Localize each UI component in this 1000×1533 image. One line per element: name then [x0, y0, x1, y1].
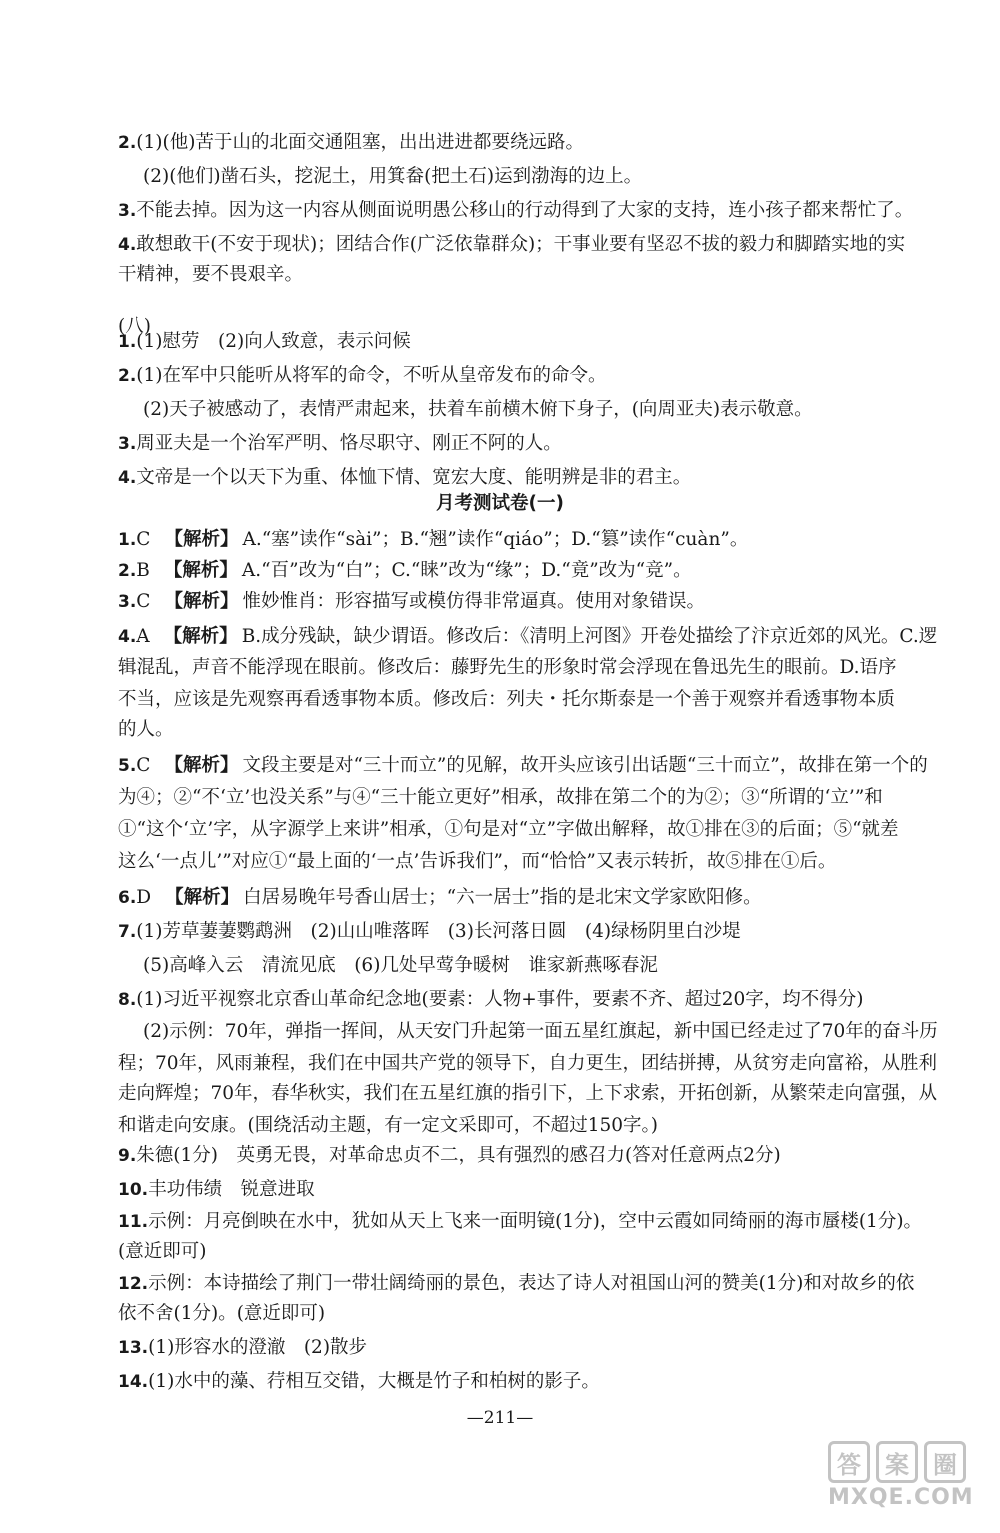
question-number: 4.	[118, 627, 137, 647]
question-number: 13.	[118, 1338, 149, 1358]
analysis-label: 【解析】	[164, 591, 239, 612]
line-text: 示例：本诗描绘了荆门一带壮阔绮丽的景色，表达了诗人对祖国山河的赞美(1分)和对故乡的依	[148, 1273, 915, 1294]
text-line	[118, 330, 978, 354]
line-text: A.“百”改为“白”；C.“睐”改为“缘”；D.“竟”改为“竞”。	[241, 560, 692, 581]
line-text: 的人。	[118, 719, 174, 740]
line-text: (2)示例：70年，弹指一挥间，从天安门升起第一面五星红旗起，新中国已经走过了70年的奋斗历	[143, 1021, 938, 1042]
answer-choice: C	[136, 529, 151, 550]
question-number: 3.	[118, 434, 137, 454]
line-text: (2)天子被感动了，表情严肃起来，扶着车前横木俯下身子，(向周亚夫)表示敬意。	[143, 399, 813, 420]
text-line	[118, 688, 978, 712]
watermark-site: MXQE.COM	[828, 1485, 974, 1510]
line-text: 走向辉煌；70年，春华秋实，我们在五星红旗的指引下，上下求索，开拓创新，从繁荣走向富强，从	[118, 1083, 938, 1104]
line-text: 为④；②“不‘立’也没关系”与④“三十能立更好”相承，故排在第二个的为②；③“所谓的‘立’”和	[118, 787, 883, 808]
line-text: 朱德(1分) 英勇无畏，对革命忠贞不二，具有强烈的感召力(答对任意两点2分)	[136, 1145, 781, 1166]
text-line	[118, 1178, 978, 1202]
question-number: 7.	[118, 922, 137, 942]
text-line	[118, 466, 978, 490]
text-line	[118, 364, 978, 388]
text-line	[118, 559, 978, 583]
question-number: 14.	[118, 1372, 149, 1392]
line-text: (5)高峰入云 清流见底 (6)几处早莺争暖树 谁家新燕啄春泥	[143, 955, 658, 976]
text-line	[143, 954, 1000, 978]
line-text: (2)(他们)凿石头，挖泥土，用箕畚(把土石)运到渤海的边上。	[143, 166, 643, 187]
text-line	[118, 886, 978, 910]
line-text: 文段主要是对“三十而立”的见解，故开头应该引出话题“三十而立”，故排在第一个的	[242, 755, 928, 776]
line-text: 和谐走向安康。(围绕活动主题，有一定文采即可，不超过150字。)	[118, 1115, 658, 1136]
line-text: 文帝是一个以天下为重、体恤下情、宽宏大度、能明辨是非的君主。	[136, 467, 692, 488]
text-line	[118, 754, 978, 778]
text-line	[118, 1272, 978, 1296]
line-text: 白居易晚年号香山居士；“六一居士”指的是北宋文学家欧阳修。	[243, 887, 762, 908]
text-line	[118, 818, 978, 842]
line-text: 依不舍(1分)。(意近即可)	[118, 1303, 326, 1324]
line-text: 惟妙惟肖：形容描写或模仿得非常逼真。使用对象错误。	[242, 591, 705, 612]
text-line	[118, 1052, 978, 1076]
text-line	[143, 165, 1000, 189]
question-number: 3.	[118, 201, 137, 221]
line-text: (1)芳草萋萋鹦鹉洲 (2)山山唯落晖 (3)长河落日圆 (4)绿杨阴里白沙堤	[136, 921, 741, 942]
line-text: (八)	[118, 316, 151, 337]
question-number: 5.	[118, 756, 137, 776]
question-number: 2.	[118, 133, 137, 153]
question-number: 2.	[118, 561, 137, 581]
text-line	[143, 1020, 1000, 1044]
line-text: 这么‘一点儿’”对应①“最上面的‘一点’告诉我们”，而“恰恰”又表示转折，故⑤排在①后。	[118, 851, 837, 872]
text-line	[118, 656, 978, 680]
text-line	[118, 1082, 978, 1106]
answer-choice: C	[136, 591, 151, 612]
line-text: (意近即可)	[118, 1241, 207, 1262]
line-text: (1)水中的藻、荇相互交错，大概是竹子和柏树的影子。	[148, 1371, 600, 1392]
text-line	[118, 528, 978, 552]
question-number: 8.	[118, 990, 137, 1010]
text-line	[118, 233, 978, 257]
text-line	[118, 590, 978, 614]
analysis-label: 【解析】	[164, 755, 239, 776]
question-number: 3.	[118, 592, 137, 612]
line-text: (1)慰劳 (2)向人致意，表示问候	[136, 331, 411, 352]
question-number: 12.	[118, 1274, 149, 1294]
text-line	[118, 1336, 978, 1360]
analysis-label: 【解析】	[164, 529, 239, 550]
text-line	[118, 1144, 978, 1168]
text-line	[118, 786, 978, 810]
watermark-char: 答	[828, 1441, 870, 1483]
question-number: 4.	[118, 468, 137, 488]
line-text: 不能去掉。因为这一内容从侧面说明愚公移山的行动得到了大家的支持，连小孩子都来帮忙了。	[136, 200, 914, 221]
analysis-label: 【解析】	[163, 560, 238, 581]
line-text: 示例：月亮倒映在水中，犹如从天上飞来一面明镜(1分)，空中云霞如同绮丽的海市蜃楼(1分)。	[148, 1211, 923, 1232]
text-line	[118, 920, 978, 944]
section-title: 月考测试卷(一)	[436, 493, 564, 514]
line-text: (1)(他)苦于山的北面交通阻塞，出出进进都要绕远路。	[136, 132, 584, 153]
line-text: B.成分残缺，缺少谓语。修改后：《清明上河图》开卷处描绘了汴京近郊的风光。C.逻	[241, 626, 938, 647]
line-text: 程；70年，风雨兼程，我们在中国共产党的领导下，自力更生，团结拼搏，从贫穷走向富裕，从胜利	[118, 1053, 938, 1074]
text-line	[118, 718, 978, 742]
answer-choice: C	[136, 755, 151, 776]
question-number: 4.	[118, 235, 137, 255]
text-line	[118, 432, 978, 456]
question-number: 2.	[118, 366, 137, 386]
line-text: 周亚夫是一个治军严明、恪尽职守、刚正不阿的人。	[136, 433, 562, 454]
question-number: 1.	[118, 530, 137, 550]
line-text: 不当，应该是先观察再看透事物本质。修改后：列夫・托尔斯泰是一个善于观察并看透事物本质	[118, 689, 896, 710]
line-text: 干精神，要不畏艰辛。	[118, 264, 304, 285]
answer-choice: A	[136, 626, 150, 647]
line-text: 敢想敢干(不安于现状)；团结合作(广泛依靠群众)；干事业要有坚忍不拔的毅力和脚踏实地的实	[136, 234, 906, 255]
text-line	[118, 850, 978, 874]
text-line	[118, 263, 978, 287]
line-text: 丰功伟绩 锐意进取	[148, 1179, 315, 1200]
text-line	[118, 131, 978, 155]
answer-choice: B	[136, 560, 150, 581]
question-number: 1.	[118, 332, 137, 352]
question-number: 6.	[118, 888, 137, 908]
question-number: 11.	[118, 1212, 149, 1232]
text-line	[118, 1210, 978, 1234]
text-line	[118, 1114, 978, 1138]
line-text: 辑混乱，声音不能浮现在眼前。修改后：藤野先生的形象时常会浮现在鲁迅先生的眼前。D.语序	[118, 657, 897, 678]
page-number: —211—	[466, 1408, 534, 1428]
line-text: (1)习近平视察北京香山革命纪念地(要素：人物+事件，要素不齐、超过20字，均不得分)	[136, 989, 864, 1010]
watermark-char: 案	[876, 1441, 918, 1483]
text-line	[118, 1240, 978, 1264]
text-line	[118, 988, 978, 1012]
text-line	[118, 625, 978, 649]
watermark-logo	[828, 1441, 978, 1511]
analysis-label: 【解析】	[163, 626, 238, 647]
text-line	[143, 398, 1000, 422]
text-line	[118, 1302, 978, 1326]
answer-choice: D	[136, 887, 152, 908]
line-text: ①“这个‘立’字，从字源学上来讲”相承，①句是对“立”字做出解释，故①排在③的后面；⑤“就差	[118, 819, 899, 840]
line-text: (1)形容水的澄澈 (2)散步	[148, 1337, 368, 1358]
line-text: (1)在军中只能听从将军的命令，不听从皇帝发布的命令。	[136, 365, 607, 386]
line-text: A.“塞”读作“sài”；B.“翘”读作“qiáo”；D.“篡”读作“cuàn”。	[242, 529, 749, 550]
text-line	[118, 199, 978, 223]
text-line	[118, 1370, 978, 1394]
watermark-char: 圈	[924, 1441, 966, 1483]
question-number: 10.	[118, 1180, 149, 1200]
analysis-label: 【解析】	[165, 887, 240, 908]
question-number: 9.	[118, 1146, 137, 1166]
